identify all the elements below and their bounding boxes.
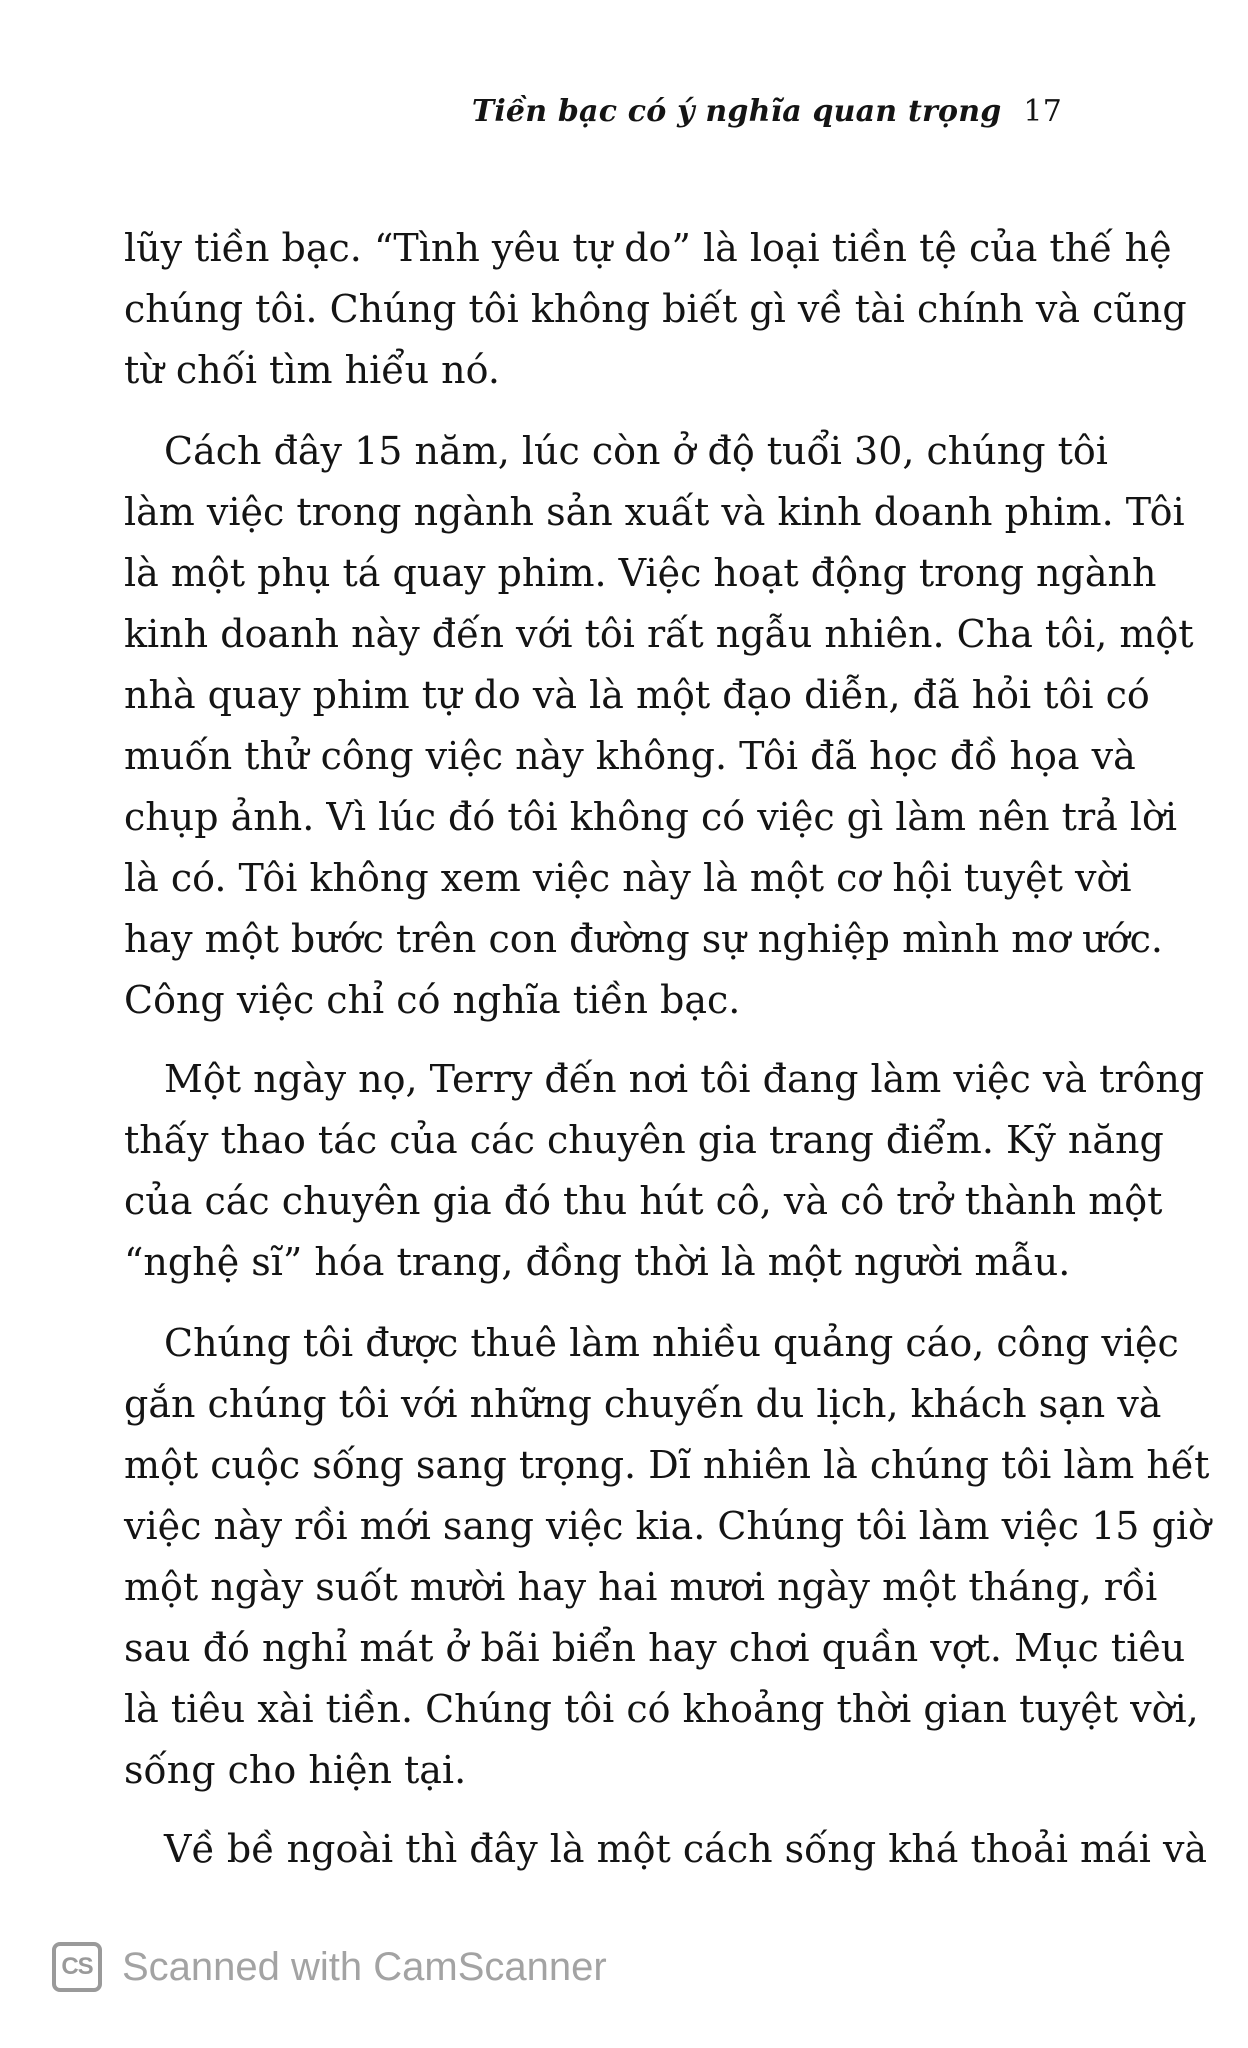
text-line: nhà quay phim tự do và là một đạo diễn, đã hỏi tôi có [124, 673, 1150, 717]
watermark-text: Scanned with CamScanner [122, 1944, 607, 1989]
running-head [472, 94, 1062, 129]
text-line: chụp ảnh. Vì lúc đó tôi không có việc gì làm nên trả lời [124, 795, 1178, 839]
text-line: sau đó nghỉ mát ở bãi biển hay chơi quần vợt. Mục tiêu [124, 1626, 1186, 1670]
paragraph-5 [124, 1819, 1208, 1880]
text-line: chúng tôi. Chúng tôi không biết gì về tài chính và cũng [124, 287, 1187, 331]
text-line: thấy thao tác của các chuyên gia trang điểm. Kỹ năng [124, 1118, 1164, 1162]
text-line: Cách đây 15 năm, lúc còn ở độ tuổi 30, chúng tôi [164, 429, 1108, 473]
text-line: từ chối tìm hiểu nó. [124, 348, 500, 392]
text-line: của các chuyên gia đó thu hút cô, và cô trở thành một [124, 1179, 1163, 1223]
paragraph-1 [124, 218, 1187, 401]
text-line: hay một bước trên con đường sự nghiệp mình mơ ước. [124, 917, 1164, 961]
text-line: làm việc trong ngành sản xuất và kinh doanh phim. Tôi [124, 490, 1185, 534]
paragraph-4 [124, 1313, 1211, 1801]
text-line: sống cho hiện tại. [124, 1748, 467, 1792]
text-line: là một phụ tá quay phim. Việc hoạt động trong ngành [124, 551, 1157, 595]
running-title: Tiền bạc có ý nghĩa quan trọng [471, 94, 1002, 129]
text-line: lũy tiền bạc. “Tình yêu tự do” là loại tiền tệ của thế hệ [124, 226, 1172, 270]
text-line: một cuộc sống sang trọng. Dĩ nhiên là chúng tôi làm hết [124, 1443, 1210, 1487]
text-line: Chúng tôi được thuê làm nhiều quảng cáo, công việc [164, 1321, 1179, 1365]
text-line: là có. Tôi không xem việc này là một cơ hội tuyệt vời [124, 856, 1132, 900]
text-line: gắn chúng tôi với những chuyến du lịch, khách sạn và [124, 1382, 1162, 1426]
text-line: Công việc chỉ có nghĩa tiền bạc. [124, 978, 741, 1022]
text-line: “nghệ sĩ” hóa trang, đồng thời là một người mẫu. [124, 1240, 1071, 1284]
text-line: một ngày suốt mười hay hai mươi ngày một tháng, rồi [124, 1565, 1158, 1609]
paragraph-3 [124, 1049, 1205, 1293]
text-line: kinh doanh này đến với tôi rất ngẫu nhiên. Cha tôi, một [124, 612, 1194, 656]
camscanner-logo-icon: CS [52, 1942, 102, 1992]
text-line: muốn thử công việc này không. Tôi đã học đồ họa và [124, 734, 1136, 778]
text-line: Một ngày nọ, Terry đến nơi tôi đang làm việc và trông [164, 1057, 1205, 1101]
camscanner-watermark [52, 1940, 607, 1994]
text-line: Về bề ngoài thì đây là một cách sống khá thoải mái và [164, 1827, 1208, 1871]
page-number: 17 [1023, 94, 1062, 129]
text-line: việc này rồi mới sang việc kia. Chúng tôi làm việc 15 giờ [124, 1504, 1211, 1548]
paragraph-2 [124, 421, 1194, 1031]
body-text [124, 218, 1211, 1880]
text-line: là tiêu xài tiền. Chúng tôi có khoảng thời gian tuyệt vời, [124, 1687, 1199, 1731]
